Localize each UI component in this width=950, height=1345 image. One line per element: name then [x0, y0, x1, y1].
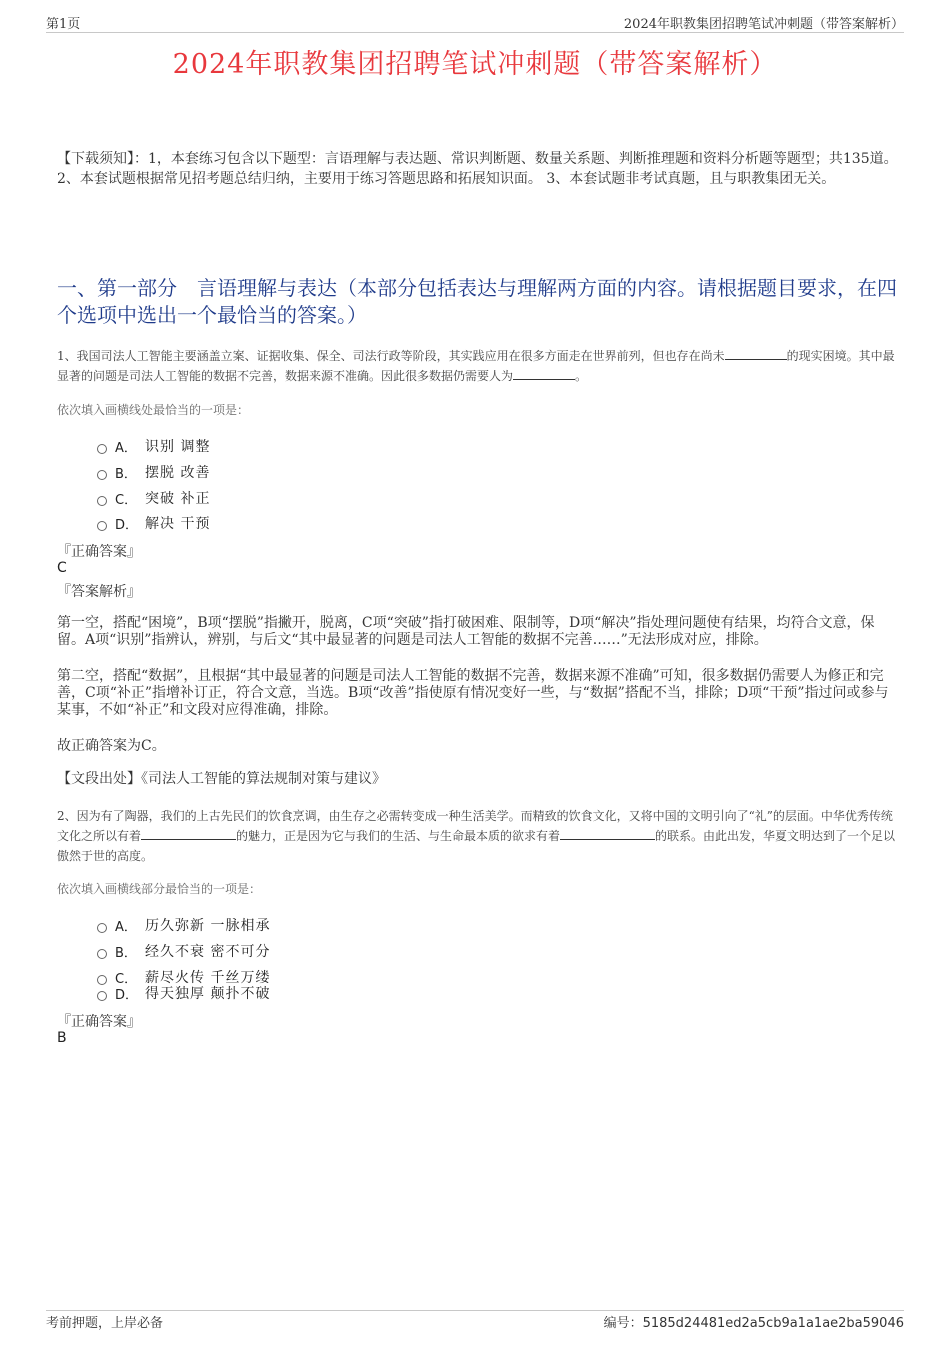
option-text: 识别 调整: [145, 439, 211, 455]
question-1-stem-part-a: 1、我国司法人工智能主要涵盖立案、证据收集、保全、司法行政等阶段，其实践应用在很多方面走在世界前列，但也存在尚未: [57, 349, 725, 363]
question-1-option-d[interactable]: [97, 513, 210, 533]
correct-answer: B: [57, 1030, 67, 1046]
option-text: 薪尽火传 千丝万缕: [145, 970, 271, 986]
question-1-prompt: 依次填入画横线处最恰当的一项是：: [57, 403, 250, 417]
option-letter: D．: [115, 517, 139, 533]
radio-icon[interactable]: [97, 991, 107, 1001]
correct-answer: C: [57, 560, 67, 576]
option-letter: B．: [115, 945, 137, 961]
option-letter: A．: [115, 440, 137, 456]
analysis-conclusion: 故正确答案为C。: [57, 738, 166, 754]
correct-answer-label: 『正确答案』: [57, 544, 141, 560]
option-letter: A．: [115, 919, 137, 935]
analysis-paragraph-1: 第一空，搭配“困境”，B项“摆脱”指撇开，脱离，C项“突破”指打破困难、限制等，D项“解决”指处理问题使有结果，均符合文意，保留。A项“识别”指辨认，辨别，与后文“其中最显著的问题是司法人工智能的数据不完善……”无法形成对应，排除。: [57, 615, 875, 648]
radio-icon[interactable]: [97, 444, 107, 454]
document-code: [604, 1312, 904, 1331]
option-text: 历久弥新 一脉相承: [145, 918, 271, 934]
option-text: 摆脱 改善: [145, 465, 211, 481]
passage-source: 【文段出处】《司法人工智能的算法规制对策与建议》: [57, 771, 386, 787]
question-2-option-d[interactable]: [97, 983, 270, 1003]
question-1-stem-part-c: 。: [575, 369, 588, 383]
radio-icon[interactable]: [97, 923, 107, 933]
question-2-stem: [57, 806, 902, 866]
download-notice: 【下载须知】：1，本套练习包含以下题型：言语理解与表达题、常识判断题、数量关系题、判断推理题和资料分析题等题型；共135道。 2、本套试题根据常见招考题总结归纳，主要用于练习答题思路和拓展知识面。 3、本套试题非考试真题，且与职教集团无关。: [57, 151, 898, 187]
option-letter: B．: [115, 466, 137, 482]
question-2-stem-part-a: 2、因为有了陶器，我们的上古先民们的饮食烹调，由生存之必需转变成一种生活美学。而精致的饮食文化，又将中国的文明引向了“礼”的层面。中华优秀传统文化之所以有着: [57, 809, 893, 843]
page-header: [46, 12, 904, 33]
option-letter: D．: [115, 987, 139, 1003]
question-1-option-a[interactable]: [97, 436, 210, 456]
question-2-option-a[interactable]: [97, 915, 270, 935]
page-number: 第1页: [46, 16, 81, 32]
fill-blank: [560, 826, 655, 840]
radio-icon[interactable]: [97, 470, 107, 480]
correct-answer-label: 『正确答案』: [57, 1014, 141, 1030]
radio-icon[interactable]: [97, 521, 107, 531]
fill-blank: [141, 826, 236, 840]
option-letter: C．: [115, 492, 138, 508]
option-text: 经久不衰 密不可分: [145, 944, 271, 960]
fill-blank: [725, 346, 787, 360]
document-code-value: 5185d24481ed2a5cb9a1a1ae2ba59046: [642, 1316, 904, 1331]
question-1-option-b[interactable]: [97, 462, 210, 482]
question-1-stem-part-b: 的现实困境。其中最显著的问题是司法人工智能的数据不完善，数据来源不准确。因此很多数据仍需要人为: [57, 349, 895, 383]
option-letter: C．: [115, 971, 138, 987]
question-2-option-b[interactable]: [97, 941, 270, 961]
option-text: 解决 干预: [145, 516, 211, 532]
question-2-prompt: 依次填入画横线部分最恰当的一项是：: [57, 882, 262, 896]
radio-icon[interactable]: [97, 496, 107, 506]
option-text: 得天独厚 颠扑不破: [145, 986, 271, 1002]
footer-slogan: 考前押题，上岸必备: [46, 1316, 164, 1331]
page-footer: [46, 1310, 904, 1331]
analysis-label: 『答案解析』: [57, 584, 141, 600]
section-title: 一、第一部分 言语理解与表达（本部分包括表达与理解两方面的内容。请根据题目要求，在四个选项中选出一个最恰当的答案。）: [57, 276, 897, 327]
question-1-stem: [57, 346, 902, 386]
option-text: 突破 补正: [145, 491, 211, 507]
question-2-stem-part-c: 的联系。由此出发，华夏文明达到了一个足以傲然于世的高度。: [57, 829, 896, 863]
document-title: 2024年职教集团招聘笔试冲刺题（带答案解析）: [172, 49, 778, 80]
fill-blank: [513, 366, 575, 380]
question-2-stem-part-b: 的魅力，正是因为它与我们的生活、与生命最本质的欲求有着: [236, 829, 561, 843]
question-1-option-c[interactable]: [97, 488, 210, 508]
header-doc-name: 2024年职教集团招聘笔试冲刺题（带答案解析）: [623, 16, 904, 32]
radio-icon[interactable]: [97, 949, 107, 959]
document-code-label: 编号：: [603, 1316, 643, 1331]
analysis-paragraph-2: 第二空，搭配“数据”，且根据“其中最显著的问题是司法人工智能的数据不完善，数据来源不准确”可知，很多数据仍需要人为修正和完善，C项“补正”指增补订正，符合文意，当选。B项“改善”指使原有情况变好一些，与“数据”搭配不当，排除；D项“干预”指过问或参与某事，不如“补正”和文段对应得准确，排除。: [57, 668, 889, 718]
